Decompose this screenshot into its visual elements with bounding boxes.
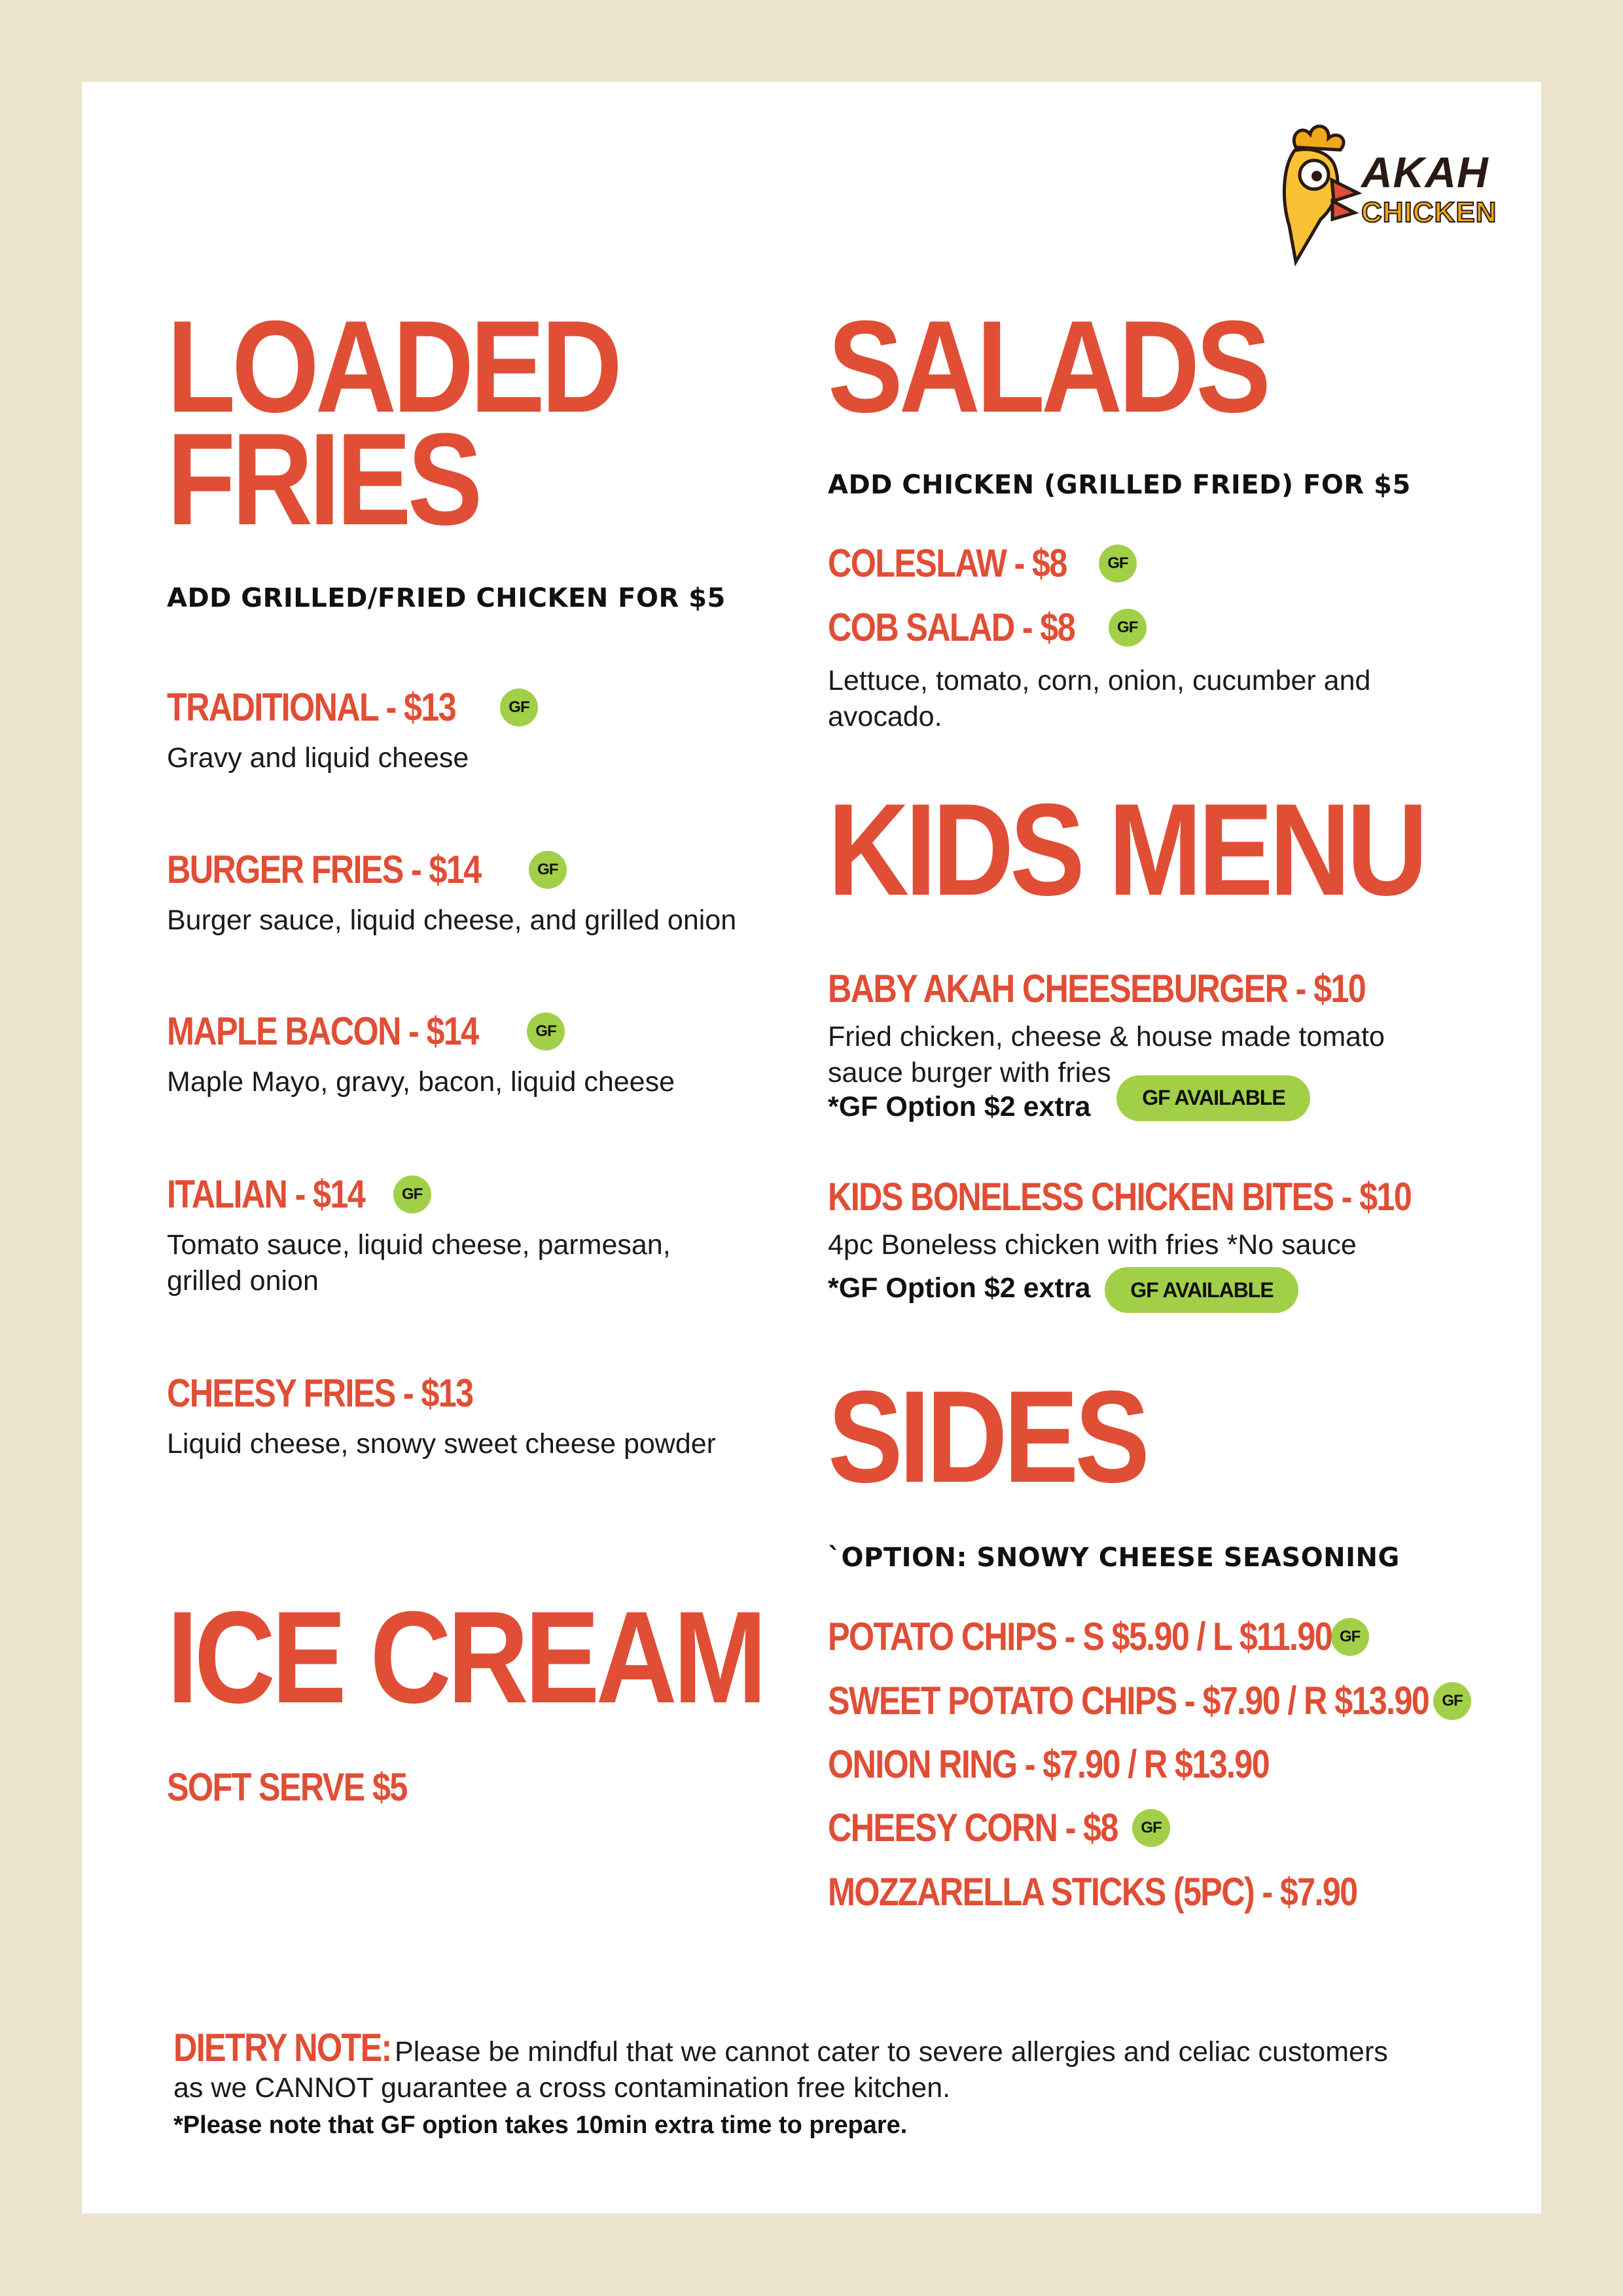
kids-menu-title: KIDS MENU bbox=[828, 777, 1424, 923]
gf-badge: GF bbox=[529, 851, 567, 889]
gf-badge: GF bbox=[1331, 1618, 1369, 1656]
item-name: MOZZARELLA STICKS (5PC) - $7.90 bbox=[828, 1870, 1357, 1914]
item-description-line1: Fried chicken, cheese & house made tomato bbox=[828, 1021, 1385, 1052]
menu-item bbox=[167, 1765, 452, 1810]
description-line2: avocado. bbox=[828, 701, 942, 732]
item-name: MAPLE BACON - $14 bbox=[167, 1009, 478, 1053]
item-description-line1: 4pc Boneless chicken with fries *No sauce bbox=[828, 1229, 1357, 1261]
menu-item bbox=[828, 1175, 1522, 1313]
loaded-fries-title-line1: LOADED bbox=[167, 294, 619, 440]
item-name: COB SALAD - $8 bbox=[828, 605, 1075, 649]
salads-title: SALADS bbox=[828, 294, 1268, 440]
menu-item bbox=[828, 1679, 1471, 1723]
item-name: POTATO CHIPS - S $5.90 / L $11.90 bbox=[828, 1615, 1332, 1659]
gf-badge: GF bbox=[500, 689, 538, 726]
logo-chicken-text: CHICKEN bbox=[1361, 196, 1497, 228]
logo-akah-text: AKAH bbox=[1361, 148, 1489, 196]
item-name: COLESLAW - $8 bbox=[828, 541, 1067, 585]
item-name: ITALIAN - $14 bbox=[167, 1172, 365, 1216]
menu-item bbox=[828, 1615, 1369, 1659]
item-description: Maple Mayo, gravy, bacon, liquid cheese bbox=[167, 1066, 675, 1098]
ice-cream-title: ICE CREAM bbox=[167, 1585, 763, 1731]
item-name: BABY AKAH CHEESEBURGER - $10 bbox=[828, 967, 1366, 1011]
gf-prep-footnote: *Please note that GF option takes 10min extra time to prepare. bbox=[173, 2111, 908, 2139]
menu-item bbox=[167, 685, 538, 776]
loaded-fries-title-line2: FRIES bbox=[167, 406, 479, 552]
menu-item bbox=[828, 605, 1147, 650]
gf-badge: GF bbox=[527, 1013, 565, 1050]
salads-description bbox=[828, 663, 1370, 735]
menu-item bbox=[167, 1009, 675, 1100]
sides-note: `OPTION: SNOWY CHEESE SEASONING bbox=[828, 1543, 1400, 1573]
item-description: Burger sauce, liquid cheese, and grilled onion bbox=[167, 905, 737, 936]
menu-item bbox=[828, 967, 1468, 1123]
gf-option-text: *GF Option $2 extra bbox=[828, 1091, 1091, 1122]
dietary-note bbox=[173, 2026, 1482, 2140]
item-description: Liquid cheese, snowy sweet cheese powder bbox=[167, 1428, 717, 1460]
item-name: SWEET POTATO CHIPS - $7.90 / R $13.90 bbox=[828, 1679, 1429, 1723]
item-name: CHEESY FRIES - $13 bbox=[167, 1371, 473, 1415]
item-name: BURGER FRIES - $14 bbox=[167, 848, 481, 891]
menu-item bbox=[167, 1172, 671, 1299]
menu-item bbox=[828, 1742, 1353, 1787]
menu-sheet bbox=[82, 82, 1541, 2214]
dietary-note-text-line2: as we CANNOT guarantee a cross contamination free kitchen. bbox=[173, 2072, 951, 2104]
item-name: KIDS BONELESS CHICKEN BITES - $10 bbox=[828, 1175, 1412, 1219]
menu-item bbox=[167, 848, 736, 939]
menu-item bbox=[828, 1870, 1458, 1914]
item-name: CHEESY CORN - $8 bbox=[828, 1806, 1118, 1850]
rooster-icon bbox=[1270, 121, 1368, 272]
menu-item bbox=[828, 541, 1137, 586]
item-description-line2: sauce burger with fries bbox=[828, 1057, 1111, 1088]
akah-chicken-logo bbox=[1270, 121, 1505, 278]
gf-badge: GF bbox=[393, 1175, 431, 1213]
item-description-line2: grilled onion bbox=[167, 1265, 319, 1297]
loaded-fries-section bbox=[167, 294, 692, 552]
gf-badge: GF bbox=[1433, 1682, 1471, 1720]
dietary-note-label: DIETRY NOTE: bbox=[173, 2026, 391, 2070]
item-name: SOFT SERVE $5 bbox=[167, 1765, 407, 1809]
loaded-fries-note: ADD GRILLED/FRIED CHICKEN FOR $5 bbox=[167, 583, 726, 613]
item-name: TRADITIONAL - $13 bbox=[167, 685, 455, 729]
salads-note: ADD CHICKEN (GRILLED FRIED) FOR $5 bbox=[828, 470, 1411, 500]
menu-item bbox=[167, 1371, 716, 1462]
sides-title: SIDES bbox=[828, 1364, 1147, 1510]
dietary-note-text-line1: Please be mindful that we cannot cater to severe allergies and celiac customers bbox=[395, 2036, 1388, 2068]
gf-badge: GF bbox=[1132, 1809, 1170, 1847]
item-description-line1: Tomato sauce, liquid cheese, parmesan, bbox=[167, 1229, 671, 1261]
item-description: Gravy and liquid cheese bbox=[167, 742, 469, 774]
gf-badge: GF bbox=[1099, 545, 1137, 583]
item-name: ONION RING - $7.90 / R $13.90 bbox=[828, 1742, 1269, 1786]
menu-item bbox=[828, 1806, 1170, 1850]
gf-option-text: *GF Option $2 extra bbox=[828, 1272, 1091, 1304]
gf-badge: GF bbox=[1109, 609, 1147, 647]
gf-available-badge: GF AVAILABLE bbox=[1105, 1267, 1298, 1313]
gf-available-badge: GF AVAILABLE bbox=[1116, 1075, 1310, 1121]
description-line1: Lettuce, tomato, corn, onion, cucumber and bbox=[828, 665, 1371, 696]
